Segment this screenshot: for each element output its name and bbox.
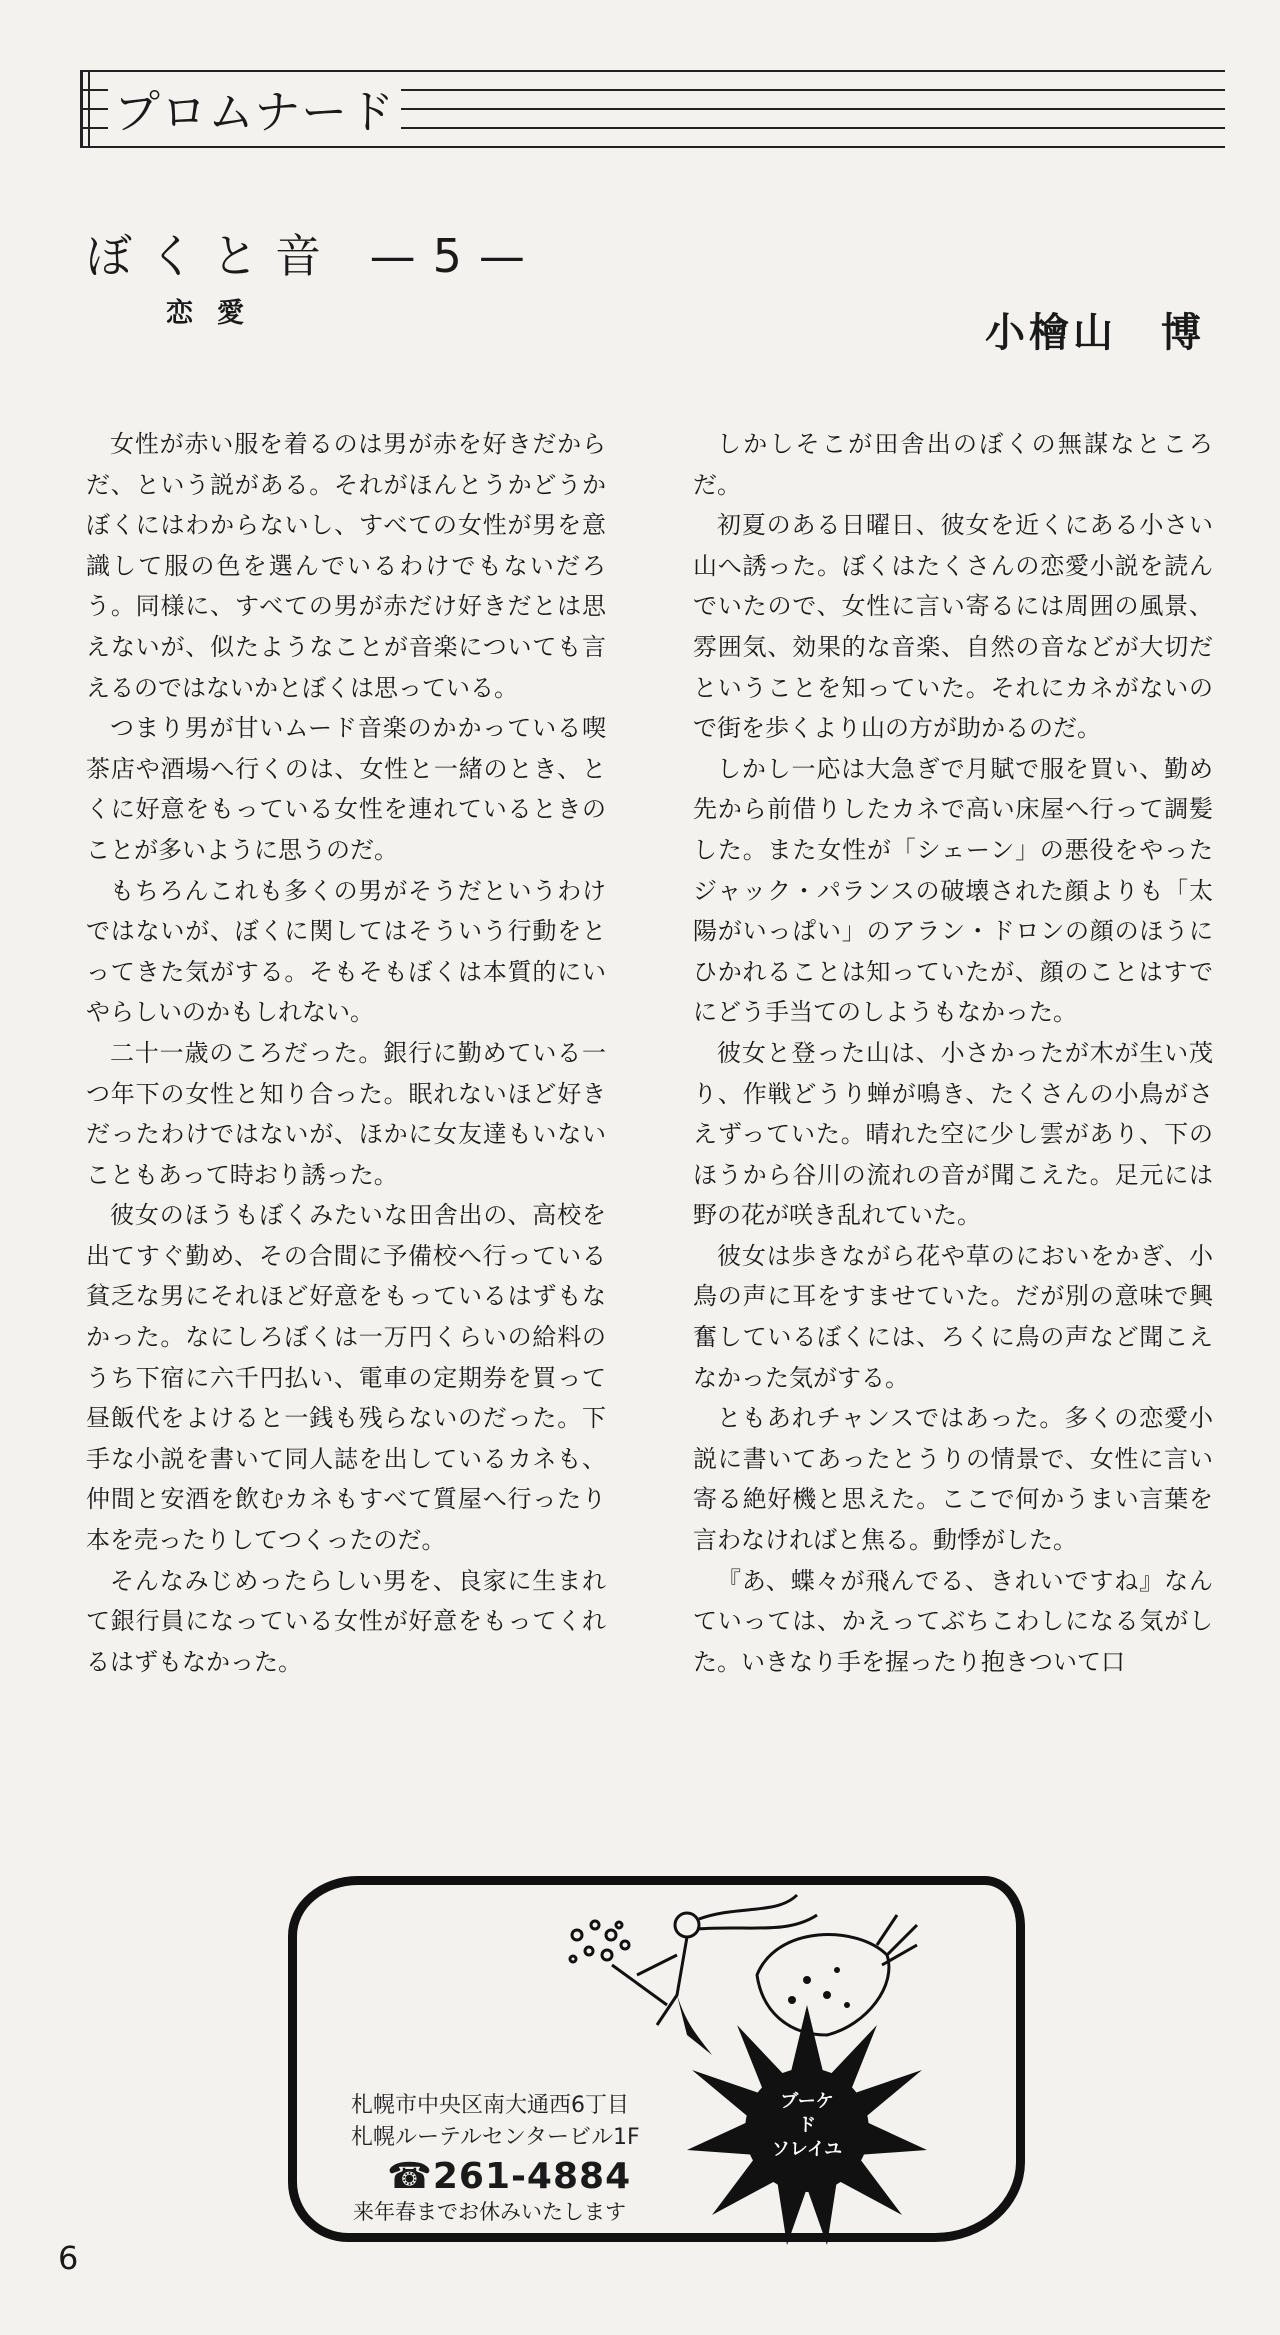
paragraph: そんなみじめったらしい男を、良家に生まれて銀行員になっている女性が好意をもってくれるはずもなかった。 — [86, 1566, 606, 1676]
shop-address — [351, 2090, 640, 2154]
paragraph: つまり男が甘いムード音楽のかかっている喫茶店や酒場へ行くのは、女性と一緒のとき、とくに好意をもっている女性を連れているときのことが多いように思うのだ。 — [86, 714, 606, 864]
shop-phone: ☎261-4884 — [387, 2156, 632, 2197]
paragraph: 彼女のほうもぼくみたいな田舎出の、高校を出てすぐ勤め、その合間に予備校へ行っている貧乏な男にそれほど好意をもっているはずもなかった。なにしろぼくは一万円くらいの給料のうち下宿に六千円払い、電車の定期券を買って昼飯代をよけると一銭も残らないのだった。下手な小説を書いて同人誌を出しているカネも、仲間と安酒を飲むカネもすべて質屋へ行ったり本を売ったりしてつくったのだ。 — [86, 1201, 606, 1555]
paragraph: 二十一歳のころだった。銀行に勤めている一つ年下の女性と知り合った。眠れないほど好きだったわけではないが、ほかに女友達もいないこともあって時おり誘った。 — [86, 1038, 606, 1189]
address-line: 札幌市中央区南大通西6丁目 — [351, 2093, 629, 2118]
article-subtitle: 恋愛 — [166, 298, 268, 329]
logo-text: ド — [798, 2115, 816, 2136]
paragraph: ともあれチャンスではあった。多くの恋愛小説に書いてあったとうりの情景で、女性に言い寄る絶好機と思えた。ここで何かうまい言葉を言わなければと焦る。動悸がした。 — [693, 1404, 1213, 1555]
shop-advertisement — [288, 1876, 1025, 2242]
section-title: プロムナード — [108, 84, 401, 140]
address-line: 札幌ルーテルセンタービル1F — [351, 2125, 640, 2150]
paragraph: 女性が赤い服を着るのは男が赤を好きだからだ、という説がある。それがほんとうかどうかぼくにはわからないし、すべての女性が男を意識して服の色を選んでいるわけでもないだろう。同様に、すべての男が赤だけ好きだとは思えないが、似たようなことが音楽についても言えるのではないかとぼくは思っている。 — [86, 430, 606, 702]
article-column-right — [693, 424, 1213, 1682]
article-title: ぼくと音 —5— — [86, 229, 542, 283]
paragraph: 彼女と登った山は、小さかったが木が生い茂り、作戦どうり蝉が鳴き、たくさんの小鳥がさえずっていた。晴れた空に少し雲があり、下のほうから谷川の流れの音が聞こえた。足元には野の花が咲き乱れていた。 — [693, 1038, 1213, 1230]
article-column-left — [86, 424, 606, 1682]
paragraph: しかし一応は大急ぎで月賦で服を買い、勤め先から前借りしたカネで高い床屋へ行って調髪した。また女性が「シェーン」の悪役をやったジャック・パランスの破壊された顔よりも「太陽がいっぱい」のアラン・ドロンの顔のほうにひかれることは知っていたが、顔のことはすでにどう手当てのしようもなかった。 — [693, 754, 1213, 1027]
author-name: 小檜山 博 — [985, 310, 1205, 356]
page-number: 6 — [58, 2239, 79, 2277]
paragraph: 初夏のある日曜日、彼女を近くにある小さい山へ誘った。ぼくはたくさんの恋愛小説を読んでいたので、女性に言い寄るには周囲の風景、雰囲気、効果的な音楽、自然の音などが大切だということを知っていた。それにカネがないので街を歩くより山の方が助かるのだ。 — [693, 511, 1213, 743]
closure-notice: 来年春までお休みいたします — [353, 2200, 626, 2224]
paragraph: しかしそこが田舎出のぼくの無謀なところだ。 — [693, 430, 1213, 499]
paragraph: 彼女は歩きながら花や草のにおいをかぎ、小鳥の声に耳をすませていた。だが別の意味で興奮しているぼくには、ろくに鳥の声など聞こえなかった気がする。 — [693, 1241, 1213, 1392]
logo-text: ソレイユ — [771, 2139, 843, 2160]
paragraph: 『あ、蝶々が飛んでる、きれいですね』なんていっては、かえってぶちこわしになる気がした。いきなり手を握ったり抱きついて口 — [693, 1566, 1213, 1676]
paragraph: もちろんこれも多くの男がそうだというわけではないが、ぼくに関してはそういう行動をとってきた気がする。そもそもぼくは本質的にいやらしいのかもしれない。 — [86, 876, 606, 1027]
logo-text: ブーケ — [780, 2091, 834, 2112]
